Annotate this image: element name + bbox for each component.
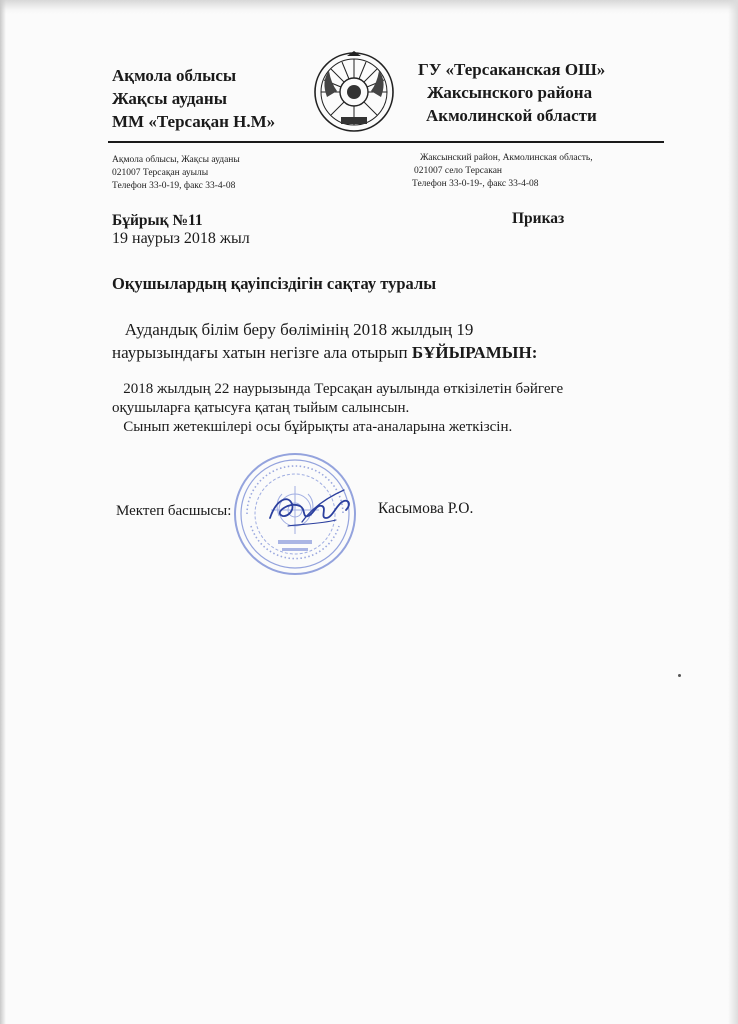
preamble-line	[112, 341, 632, 364]
header-left-line: Ақмола облысы	[112, 66, 237, 85]
director-name: Касымова Р.О.	[378, 500, 474, 517]
header-left-kazakh	[112, 64, 275, 133]
header-right-line: Жаксынского района	[427, 83, 593, 102]
scan-edge-top	[0, 0, 738, 14]
header-left-line: ММ «Терсақан Н.М»	[112, 112, 276, 131]
preamble-text: Аудандық білім беру бөлімінің 2018 жылдың 19	[124, 320, 474, 339]
order-body	[112, 380, 563, 437]
order-directive: БҰЙЫРАМЫН:	[411, 343, 538, 362]
address-right-line: Жаксынский район, Акмолинская область,	[420, 153, 593, 163]
body-text: Сынып жетекшілері осы бұйрықты ата-аналарына жеткізсін.	[123, 419, 513, 435]
body-line	[112, 418, 563, 437]
address-right-line: Телефон 33-0-19-, факс 33-4-08	[412, 179, 539, 189]
order-number: Бұйрық №11	[112, 212, 203, 229]
address-left-line: Ақмола облысы, Жақсы ауданы	[112, 155, 240, 165]
body-line	[112, 380, 563, 399]
kazakhstan-emblem-icon	[313, 51, 395, 133]
body-line	[112, 399, 563, 418]
header-right-russian	[418, 58, 605, 127]
header-right-line: Акмолинской области	[426, 106, 597, 125]
handwritten-signature	[262, 478, 358, 538]
preamble-line	[112, 318, 632, 341]
order-date: 19 наурыз 2018 жыл	[112, 230, 250, 247]
address-left-kazakh	[112, 154, 240, 193]
address-left-line: 021007 Терсақан ауылы	[112, 168, 209, 178]
preamble-text: наурызындағы хатын негізге ала отырып	[112, 343, 412, 362]
address-right-line: 021007 село Терсакан	[414, 166, 503, 176]
header-left-line: Жақсы ауданы	[112, 89, 227, 108]
header-divider	[108, 141, 664, 143]
header-right-line: ГУ «Терсаканская ОШ»	[418, 60, 606, 79]
preamble	[112, 318, 632, 364]
director-title: Мектеп басшысы:	[116, 503, 232, 519]
scan-speck	[678, 674, 681, 677]
order-label-russian: Приказ	[512, 210, 565, 227]
scan-edge-left	[0, 0, 6, 1024]
order-subject: Оқушылардың қауіпсіздігін сақтау туралы	[112, 274, 437, 293]
scan-edge-right	[728, 0, 738, 1024]
address-left-line: Телефон 33-0-19, факс 33-4-08	[112, 181, 236, 191]
address-right-russian	[412, 152, 593, 191]
body-text: 2018 жылдың 22 наурызында Терсақан ауылында өткізілетін бәйгеге	[123, 381, 564, 397]
body-text: оқушыларға қатысуға қатаң тыйым салынсын.	[112, 400, 410, 416]
